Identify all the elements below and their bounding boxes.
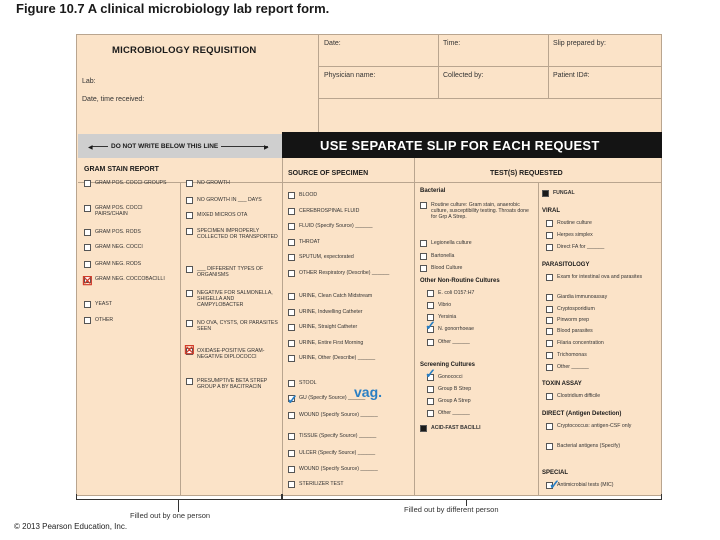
checkbox-label: URINE, Straight Catheter [299, 324, 358, 330]
test-item[interactable] [546, 317, 658, 324]
test-item[interactable] [546, 443, 658, 450]
checkbox[interactable] [546, 274, 553, 281]
gram-item[interactable] [186, 378, 280, 390]
checkbox-label: GRAM POS. COCCI GROUPS [95, 180, 167, 186]
checkbox-label: Blood parasites [557, 328, 593, 334]
test-item[interactable] [546, 482, 658, 489]
checkbox[interactable] [84, 301, 91, 308]
checkbox[interactable] [420, 265, 427, 272]
source-item[interactable] [288, 433, 410, 440]
source-item[interactable] [288, 254, 410, 261]
source-item[interactable] [288, 208, 410, 215]
checkbox-label: GRAM NEG. COCCOBACILLI [95, 276, 165, 282]
checkbox[interactable] [288, 324, 295, 331]
checkbox[interactable] [288, 380, 295, 387]
checkbox-label: Other ______ [557, 364, 589, 370]
bacterial-header: Bacterial [420, 188, 446, 194]
checkbox-label: OTHER Respiratory (Describe) ______ [299, 270, 390, 276]
source-item[interactable] [288, 340, 410, 347]
checkbox-label: URINE, Other (Describe) ______ [299, 355, 376, 361]
source-item[interactable] [288, 293, 410, 300]
checkbox-label: Vibrio [438, 302, 452, 308]
checkbox[interactable] [420, 202, 427, 209]
separate-slip-banner: USE SEPARATE SLIP FOR EACH REQUEST [282, 132, 662, 158]
checkbox-label: NO GROWTH [197, 180, 230, 186]
checkbox[interactable] [186, 290, 193, 297]
test-item[interactable] [546, 306, 658, 313]
checkbox[interactable] [546, 294, 553, 301]
checkbox[interactable] [427, 386, 434, 393]
note-different-person: Filled out by different person [404, 505, 499, 514]
checkbox-label: Filaria concentration [557, 340, 604, 346]
checkbox[interactable] [288, 239, 295, 246]
checkbox-label: GRAM NEG. COCCI [95, 244, 143, 250]
divider [318, 98, 662, 99]
checkbox[interactable] [288, 270, 295, 277]
checkbox[interactable] [546, 244, 553, 251]
gram-item[interactable] [84, 205, 176, 217]
date-received-label: Date, time received: [82, 96, 145, 103]
checkbox[interactable] [288, 223, 295, 230]
gram-item[interactable] [84, 244, 176, 251]
source-item[interactable] [288, 223, 410, 230]
test-item[interactable] [546, 340, 658, 347]
checkbox-label: GRAM NEG. RODS [95, 261, 142, 267]
checkbox-label: Bacterial antigens (Specify) [557, 443, 621, 449]
checkbox[interactable] [546, 306, 553, 313]
divider [318, 34, 319, 132]
checkbox[interactable] [427, 410, 434, 417]
test-item[interactable] [427, 339, 535, 346]
note-one-person: Filled out by one person [130, 511, 211, 520]
checkbox-label: THROAT [299, 239, 320, 245]
checkbox-label: Gonococci [438, 374, 463, 380]
checkbox[interactable] [427, 339, 434, 346]
checkbox-label: E. coli O157:H7 [438, 290, 475, 296]
checkbox[interactable] [546, 364, 553, 371]
gram-item[interactable] [186, 320, 280, 332]
test-item[interactable] [546, 364, 658, 371]
source-header: SOURCE OF SPECIMEN [288, 170, 369, 177]
checkbox[interactable] [288, 481, 295, 488]
left-bracket [76, 494, 282, 500]
checkbox-label: CEREBROSPINAL FLUID [299, 208, 360, 214]
arrow-right-icon: ▶ [264, 145, 269, 151]
time-field[interactable]: Time: [443, 40, 461, 47]
test-item[interactable] [427, 374, 535, 381]
date-field[interactable]: Date: [324, 40, 341, 47]
checkbox[interactable] [288, 450, 295, 457]
test-item[interactable] [546, 232, 658, 239]
checkbox[interactable] [186, 197, 193, 204]
collected-by-field[interactable]: Collected by: [443, 72, 484, 79]
test-item[interactable] [546, 244, 658, 251]
test-item[interactable] [427, 290, 535, 297]
checkbox-label: SPECIMEN IMPROPERLY COLLECTED OR TRANSPORTED [197, 228, 278, 240]
checkbox[interactable] [546, 352, 553, 359]
gram-item[interactable] [186, 197, 280, 204]
checkbox-label: Bartonella [431, 253, 455, 259]
physician-field[interactable]: Physician name: [324, 72, 376, 79]
tests-header: TEST(S) REQUESTED [490, 170, 563, 177]
figure-title: Figure 10.7 A clinical microbiology lab report form. [16, 1, 330, 16]
checkbox-label: Routine culture: Gram stain, anaerobic culture, susceptibility testing. Throats done for Grp A Strep. [431, 202, 529, 220]
checkbox-label: Group A Strep [438, 398, 471, 404]
checkbox[interactable] [427, 302, 434, 309]
checkbox[interactable] [546, 328, 553, 335]
divider [318, 66, 662, 67]
checkbox[interactable] [546, 443, 553, 450]
checkbox[interactable] [288, 433, 295, 440]
checkbox-label: OXIDASE-POSITIVE GRAM-NEGATIVE DIPLOCOCCI [197, 348, 265, 360]
checkbox[interactable] [186, 320, 193, 327]
gram-item[interactable] [84, 180, 176, 187]
checkbox-label: SPUTUM, expectorated [299, 254, 354, 260]
test-item[interactable] [420, 240, 536, 247]
checkbox[interactable] [546, 232, 553, 239]
red-x-mark: ☒ [184, 343, 195, 357]
checkbox[interactable] [288, 192, 295, 199]
checkbox[interactable] [84, 317, 91, 324]
checkbox[interactable] [288, 254, 295, 261]
checkbox-label: URINE, Clean Catch Midstream [299, 293, 373, 299]
form-title: MICROBIOLOGY REQUISITION [112, 45, 257, 56]
gram-item[interactable] [84, 229, 176, 236]
right-bracket [282, 494, 662, 500]
checkbox-label: Other ______ [438, 339, 470, 345]
checkbox[interactable] [84, 261, 91, 268]
test-item[interactable] [427, 302, 535, 309]
checkbox-label: NEGATIVE FOR SALMONELLA, SHIGELLA AND CAMPYLOBACTER [197, 290, 273, 308]
source-item[interactable] [288, 309, 410, 316]
gram-item[interactable] [84, 301, 176, 308]
checkbox-label: Giardia immunoassay [557, 294, 608, 300]
checkbox-label: Pinworm prep [557, 317, 590, 323]
checkbox-label: FLUID (Specify Source) ______ [299, 223, 373, 229]
test-item[interactable] [546, 220, 658, 227]
checkbox[interactable] [542, 190, 549, 197]
checkbox-label: Exam for intestinal ova and parasites [557, 274, 643, 280]
checkbox[interactable] [84, 229, 91, 236]
gram-item[interactable] [186, 228, 280, 240]
viral-header: VIRAL [542, 208, 560, 214]
checkbox-label: GU (Specify Source) ______ [299, 395, 366, 401]
checkbox-label: Blood Culture [431, 265, 463, 271]
blue-check-mark: ✓ [425, 366, 436, 381]
fungal-item[interactable] [542, 190, 658, 197]
checkbox-label: Antimicrobial tests (MIC) [557, 482, 614, 488]
checkbox-label: Trichomonas [557, 352, 587, 358]
source-item[interactable] [288, 466, 410, 473]
checkbox-label: URINE, Entire First Morning [299, 340, 364, 346]
checkbox[interactable] [288, 355, 295, 362]
checkbox[interactable] [288, 340, 295, 347]
checkbox[interactable] [186, 212, 193, 219]
afb-item[interactable] [420, 425, 536, 432]
checkbox-label: PRESUMPTIVE BETA STREP GROUP A BY BACITRACIN [197, 378, 268, 390]
checkbox-label: Cryptosporidium [557, 306, 595, 312]
source-item[interactable] [288, 355, 410, 362]
checkbox-label: Group B Strep [438, 386, 472, 392]
test-item[interactable] [546, 274, 658, 281]
test-item[interactable] [427, 410, 535, 417]
gram-item[interactable] [84, 261, 176, 268]
other-routine-header: Other Non-Routine Cultures [420, 278, 500, 284]
gram-stain-header: GRAM STAIN REPORT [84, 166, 159, 173]
checkbox[interactable] [546, 317, 553, 324]
checkbox-label: GRAM POS. COCCI PAIRS/CHAIN [95, 205, 143, 217]
lab-label: Lab: [82, 78, 96, 85]
checkbox-label: NO OVA, CYSTS, OR PARASITES SEEN [197, 320, 278, 332]
source-item[interactable] [288, 192, 410, 199]
test-item[interactable] [427, 326, 535, 333]
source-item[interactable] [288, 380, 410, 387]
checkbox[interactable] [84, 180, 91, 187]
checkbox-label: YEAST [95, 301, 113, 307]
checkbox[interactable] [186, 378, 193, 385]
test-item[interactable] [546, 393, 658, 400]
gram-item[interactable] [186, 212, 280, 219]
copyright: © 2013 Pearson Education, Inc. [14, 522, 128, 531]
special-header: SPECIAL [542, 470, 569, 476]
checkbox-label: ULCER (Specify Source) ______ [299, 450, 376, 456]
checkbox-label: TISSUE (Specify Source) ______ [299, 433, 377, 439]
checkbox[interactable] [84, 244, 91, 251]
checkbox-label: Cryptococcus: antigen-CSF only [557, 423, 632, 429]
checkbox[interactable] [546, 220, 553, 227]
checkbox-label: Clostridium difficile [557, 393, 601, 399]
checkbox-label: WOUND (Specify Source) ______ [299, 466, 378, 472]
checkbox-label: MIXED MICROS OTA [197, 212, 248, 218]
checkbox-label: Legionella culture [431, 240, 472, 246]
checkbox-label: STERILIZER TEST [299, 481, 344, 487]
vag-annotation: vag. [354, 384, 383, 400]
source-item[interactable] [288, 395, 410, 402]
test-item[interactable] [427, 398, 535, 405]
checkbox-label: Direct FA for ______ [557, 244, 605, 250]
checkbox-label: ___ DIFFERENT TYPES OF ORGANISMS [197, 266, 264, 278]
source-item[interactable] [288, 450, 410, 457]
test-item[interactable] [420, 202, 536, 220]
test-item[interactable] [420, 253, 536, 260]
test-item[interactable] [546, 328, 658, 335]
divider [180, 182, 181, 496]
checkbox-label: Other ______ [438, 410, 470, 416]
test-item[interactable] [546, 352, 658, 359]
source-item[interactable] [288, 270, 410, 277]
direct-header: DIRECT (Antigen Detection) [542, 411, 622, 417]
checkbox[interactable] [427, 398, 434, 405]
divider [282, 158, 283, 496]
checkbox-label: Routine culture [557, 220, 592, 226]
gram-item[interactable] [186, 266, 280, 278]
gram-item[interactable] [186, 348, 280, 360]
divider [414, 158, 415, 496]
checkbox[interactable] [420, 425, 427, 432]
checkbox[interactable] [288, 309, 295, 316]
checkbox-label: OTHER [95, 317, 114, 323]
checkbox[interactable] [186, 228, 193, 235]
test-item[interactable] [427, 386, 535, 393]
toxin-header: TOXIN ASSAY [542, 381, 582, 387]
checkbox-label: ACID-FAST BACILLI [431, 425, 481, 431]
checkbox[interactable] [546, 423, 553, 430]
test-item[interactable] [427, 314, 535, 321]
checkbox[interactable] [288, 208, 295, 215]
do-not-write-label: DO NOT WRITE BELOW THIS LINE [108, 143, 221, 150]
checkbox-label: NO GROWTH IN ___ DAYS [197, 197, 262, 203]
gram-item[interactable] [186, 180, 280, 187]
checkbox-label: WOUND (Specify Source) ______ [299, 412, 378, 418]
checkbox-label: BLOOD [299, 192, 318, 198]
checkbox[interactable] [546, 340, 553, 347]
checkbox[interactable] [420, 240, 427, 247]
slip-prepared-by-field[interactable]: Slip prepared by: [553, 40, 606, 47]
checkbox[interactable] [427, 290, 434, 297]
checkbox[interactable] [420, 253, 427, 260]
test-item[interactable] [546, 423, 658, 430]
checkbox[interactable] [186, 180, 193, 187]
checkbox-label: Herpes simplex [557, 232, 593, 238]
gram-item[interactable] [84, 276, 176, 283]
gram-item[interactable] [186, 290, 280, 308]
blue-check-mark: ✓ [287, 392, 298, 407]
blue-check-mark: ✓ [549, 477, 560, 492]
gram-item[interactable] [84, 317, 176, 324]
source-item[interactable] [288, 239, 410, 246]
divider [538, 182, 539, 496]
checkbox[interactable] [546, 393, 553, 400]
checkbox[interactable] [84, 205, 91, 212]
checkbox[interactable] [186, 266, 193, 273]
source-item[interactable] [288, 481, 410, 488]
checkbox[interactable] [288, 293, 295, 300]
checkbox-label: STOOL [299, 380, 317, 386]
blue-check-mark: ✓ [425, 318, 436, 333]
checkbox-label: N. gonorrhoeae [438, 326, 475, 332]
test-item[interactable] [546, 294, 658, 301]
checkbox-label: FUNGAL [553, 190, 575, 196]
checkbox[interactable] [288, 466, 295, 473]
test-item[interactable] [420, 265, 536, 272]
source-item[interactable] [288, 412, 410, 419]
patient-id-field[interactable]: Patient ID#: [553, 72, 590, 79]
red-x-mark: ☒ [82, 274, 93, 288]
checkbox[interactable] [288, 412, 295, 419]
checkbox-label: Yersinia [438, 314, 457, 320]
source-item[interactable] [288, 324, 410, 331]
checkbox-label: GRAM POS. RODS [95, 229, 141, 235]
arrow-left-icon: ◀ [88, 145, 93, 151]
checkbox-label: URINE, Indwelling Catheter [299, 309, 363, 315]
parasitology-header: PARASITOLOGY [542, 262, 590, 268]
screening-header: Screening Cultures [420, 362, 476, 368]
